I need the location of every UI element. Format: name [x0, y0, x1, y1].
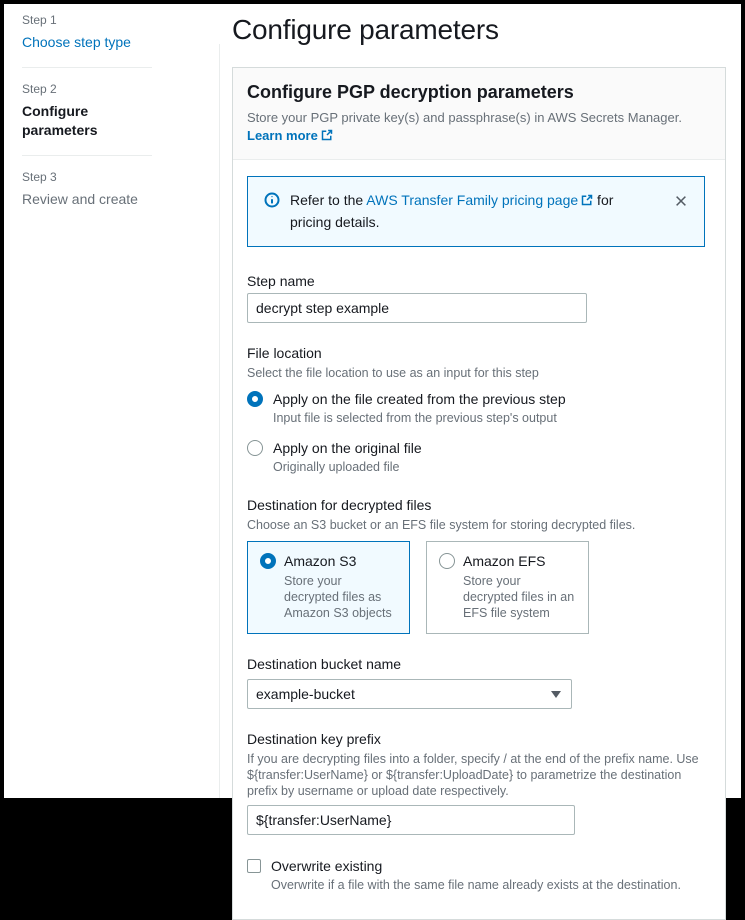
radio-description: Input file is selected from the previous step's output: [273, 411, 557, 425]
overwrite-description: Overwrite if a file with the same file name already exists at the destination.: [271, 878, 681, 892]
card-description-text: Store your PGP private key(s) and passphrase(s) in AWS Secrets Manager.: [247, 110, 682, 125]
tile-amazon-s3[interactable]: [247, 541, 410, 634]
radio-option-previous-step: [247, 390, 705, 426]
key-prefix-field: [247, 730, 705, 835]
sidebar-item-choose-step-type[interactable]: Choose step type: [22, 34, 131, 50]
tile-label: Amazon S3: [284, 553, 357, 569]
step-name-input[interactable]: [247, 293, 587, 323]
destination-field: [247, 496, 705, 634]
file-location-field: [247, 344, 705, 475]
sidebar-item-configure-parameters: Configure parameters: [22, 103, 98, 138]
radio-original-file[interactable]: [247, 439, 705, 457]
key-prefix-description: If you are decrypting files into a folder, specify / at the end of the prefix name. Use ${transfer:UserName} or ${transfer:UploadDate} to parametrize the destination prefix by username or upload date respectively.: [247, 752, 699, 798]
learn-more-link[interactable]: [247, 128, 333, 143]
nav-divider: [22, 155, 152, 156]
main-content: [232, 12, 726, 920]
pricing-link-label: AWS Transfer Family pricing page: [366, 192, 579, 208]
radio-option-original-file: [247, 439, 705, 475]
radio-description: Originally uploaded file: [273, 460, 400, 474]
overwrite-label[interactable]: Overwrite existing: [271, 858, 383, 874]
sidebar-item-review-and-create: Review and create: [22, 191, 138, 207]
overwrite-field: [247, 858, 705, 893]
wizard-steps-nav: [22, 12, 172, 209]
tile-description: Store your decrypted files as Amazon S3 objects: [284, 574, 392, 620]
alert-close-button[interactable]: [672, 192, 690, 213]
overwrite-checkbox-row[interactable]: [247, 858, 705, 874]
step-number-label: Step 1: [22, 13, 57, 27]
step-name-label: Step name: [247, 273, 315, 289]
step-name-field: [247, 272, 705, 323]
file-location-description: Select the file location to use as an input for this step: [247, 366, 539, 380]
radio-previous-step[interactable]: [247, 390, 705, 408]
chevron-down-icon: [551, 691, 561, 698]
tile-label: Amazon EFS: [463, 553, 546, 569]
nav-divider: [22, 67, 152, 68]
bucket-label: Destination bucket name: [247, 656, 402, 672]
content-divider: [219, 44, 220, 798]
wizard-step-3: [22, 169, 172, 209]
pricing-page-link[interactable]: [366, 192, 593, 208]
card-body: [233, 160, 725, 919]
close-icon: [674, 196, 688, 211]
external-link-icon: [321, 128, 333, 146]
bucket-select[interactable]: [247, 679, 572, 709]
radio-unselected-icon[interactable]: [439, 553, 455, 569]
wizard-step-1: [22, 12, 172, 52]
page-title: Configure parameters: [232, 14, 499, 45]
destination-tiles: [247, 541, 705, 634]
tile-amazon-efs[interactable]: [426, 541, 589, 634]
key-prefix-label: Destination key prefix: [247, 731, 381, 747]
radio-selected-icon[interactable]: [247, 391, 263, 407]
pgp-parameters-card: [232, 67, 726, 920]
external-link-icon: [581, 191, 593, 212]
file-location-label: File location: [247, 345, 322, 361]
radio-label[interactable]: Apply on the file created from the previous step: [273, 391, 566, 407]
wizard-step-2: [22, 81, 172, 140]
pricing-info-alert: [247, 176, 705, 247]
card-header: [233, 68, 725, 160]
destination-label: Destination for decrypted files: [247, 497, 432, 513]
step-number-label: Step 2: [22, 82, 57, 96]
bucket-select-value: example-bucket: [256, 686, 355, 702]
tile-radio-row[interactable]: [439, 552, 578, 570]
card-description: [247, 109, 705, 146]
card-title: Configure PGP decryption parameters: [247, 82, 574, 102]
radio-unselected-icon[interactable]: [247, 440, 263, 456]
step-number-label: Step 3: [22, 170, 57, 184]
tile-radio-row[interactable]: [260, 552, 399, 570]
checkbox-unchecked-icon[interactable]: [247, 859, 261, 873]
bucket-field: [247, 655, 705, 709]
radio-label[interactable]: Apply on the original file: [273, 440, 422, 456]
radio-selected-icon[interactable]: [260, 553, 276, 569]
learn-more-label: Learn more: [247, 128, 318, 143]
alert-text-after: for pricing details.: [290, 192, 614, 230]
destination-description: Choose an S3 bucket or an EFS file system for storing decrypted files.: [247, 518, 636, 532]
alert-text-before: Refer to the: [290, 192, 367, 208]
tile-description: Store your decrypted files in an EFS file system: [463, 574, 575, 620]
info-icon: [264, 192, 280, 213]
alert-message: [290, 190, 672, 233]
key-prefix-input[interactable]: [247, 805, 575, 835]
